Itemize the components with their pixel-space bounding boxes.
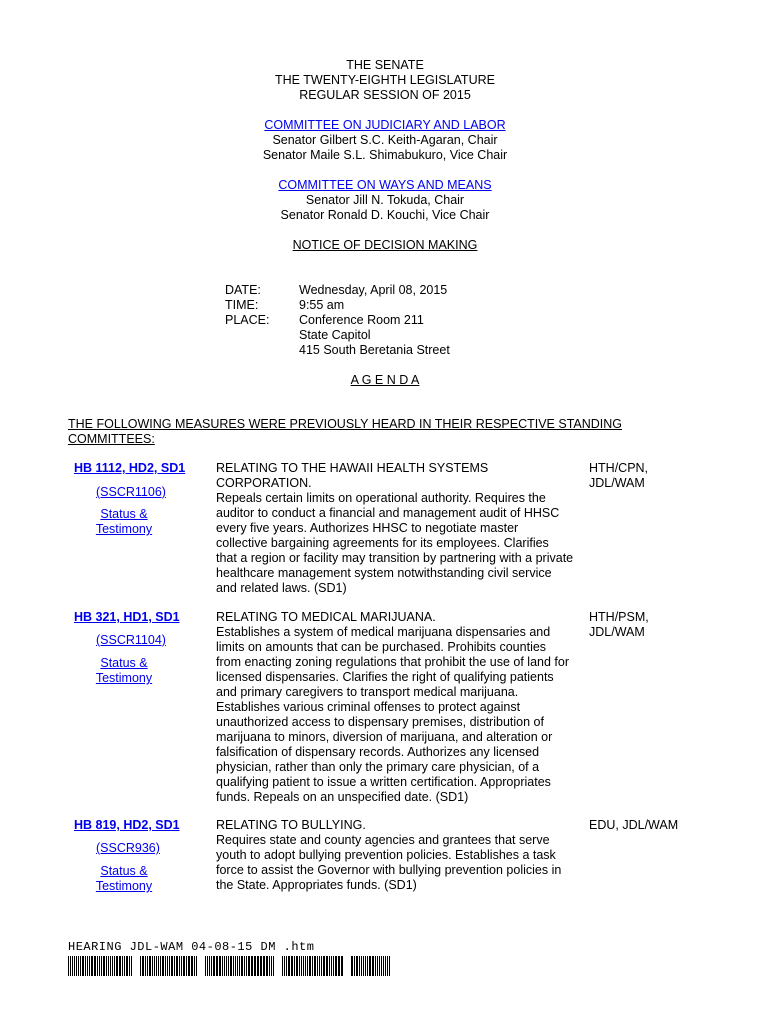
barcode-bar: [154, 956, 155, 976]
barcode-bar: [211, 956, 212, 976]
status-link-line-2[interactable]: Testimony: [95, 879, 153, 893]
barcode-bar: [241, 956, 243, 976]
barcode-bar: [219, 956, 221, 976]
barcode-bar: [383, 956, 384, 976]
barcode-bar: [149, 956, 151, 976]
description-line: RELATING TO MEDICAL MARIJUANA.: [216, 610, 436, 624]
barcode-bar: [85, 956, 86, 976]
barcode-bar: [379, 956, 380, 976]
barcode-gap: [133, 956, 139, 976]
barcode-bar: [160, 956, 161, 976]
barcode-bar: [176, 956, 178, 976]
measure-number-link[interactable]: HB 321, HD1, SD1: [74, 610, 180, 624]
barcode-bar: [142, 956, 144, 976]
barcode-bar: [359, 956, 360, 976]
barcode-bar: [97, 956, 98, 976]
measure-description: [216, 461, 576, 596]
barcode-bar: [194, 956, 195, 976]
status-testimony-link[interactable]: [74, 656, 174, 686]
description-line: physician, rather than only the primary care physician, of a: [216, 760, 540, 774]
barcode-bar: [140, 956, 141, 976]
measure-description: [216, 610, 576, 805]
barcode-bar: [367, 956, 368, 976]
description-line: and primary caregivers to transport medical marijuana.: [216, 685, 519, 699]
measure-number-link[interactable]: HB 819, HD2, SD1: [74, 818, 180, 832]
committees-line-1: EDU, JDL/WAM: [589, 818, 679, 832]
sscr-link[interactable]: (SSCR936): [96, 841, 160, 855]
description-line: marijuana to minors, diversion of marijuana, and alteration or: [216, 730, 553, 744]
description-line: healthcare management system notwithstanding civil service: [216, 566, 552, 580]
barcode-image: [68, 956, 391, 976]
barcode-bar: [244, 956, 245, 976]
barcode-bar: [188, 956, 190, 976]
agenda-title: A G E N D A: [350, 373, 420, 387]
barcode-bar: [114, 956, 115, 976]
barcode-bar: [106, 956, 107, 976]
notice-title: NOTICE OF DECISION MAKING: [292, 238, 478, 252]
committees-line-1: HTH/PSM,: [589, 610, 649, 624]
committee2-chair: Senator Jill N. Tokuda, Chair: [305, 193, 465, 207]
barcode-bar: [74, 956, 75, 976]
barcode-bar: [181, 956, 182, 976]
place-room: Conference Room 211: [299, 313, 424, 327]
barcode-bar: [312, 956, 313, 976]
barcode-bar: [110, 956, 111, 976]
description-line: Establishes a system of medical marijuana dispensaries and: [216, 625, 551, 639]
referral-committees: [589, 818, 709, 833]
status-link-line-2[interactable]: Testimony: [95, 671, 153, 685]
barcode-bar: [303, 956, 304, 976]
senate-title: THE SENATE: [346, 58, 424, 72]
barcode-bar: [158, 956, 159, 976]
barcode-bar: [213, 956, 215, 976]
measure-number-link[interactable]: HB 1112, HD2, SD1: [74, 461, 186, 475]
barcode-bar: [76, 956, 77, 976]
legislature-title: THE TWENTY-EIGHTH LEGISLATURE: [275, 73, 495, 87]
status-testimony-link[interactable]: [74, 864, 174, 894]
barcode-bar: [183, 956, 185, 976]
barcode-bar: [226, 956, 227, 976]
barcode-bar: [263, 956, 265, 976]
barcode-bar: [239, 956, 240, 976]
barcode-bar: [351, 956, 353, 976]
document-filename: HEARING JDL-WAM 04-08-15 DM .htm: [68, 940, 315, 954]
barcode-bar: [356, 956, 358, 976]
barcode-bar: [331, 956, 332, 976]
sscr-link[interactable]: (SSCR1106): [96, 485, 166, 499]
barcode-bar: [282, 956, 283, 976]
barcode-bar: [196, 956, 197, 976]
status-testimony-link[interactable]: [74, 507, 174, 537]
description-line: and related laws. (SD1): [216, 581, 347, 595]
committees-line-1: HTH/CPN,: [589, 461, 649, 475]
barcode-bar: [385, 956, 386, 976]
description-line: auditor to conduct a financial and management audit of HHSC: [216, 506, 560, 520]
barcode-bar: [124, 956, 125, 976]
barcode-bar: [375, 956, 376, 976]
description-line: collective bargaining agreements for its employees. Clarifies: [216, 536, 549, 550]
time-value: 9:55 am: [299, 298, 345, 312]
intro-line-2: COMMITTEES:: [68, 432, 155, 446]
barcode-bar: [233, 956, 234, 976]
committees-line-2: JDL/WAM: [589, 476, 645, 490]
status-link-line-1[interactable]: Status &: [100, 864, 148, 878]
committee-ways-means-link[interactable]: COMMITTEE ON WAYS AND MEANS: [278, 178, 492, 192]
place-label: PLACE:: [225, 313, 270, 327]
committee2-vice-chair: Senator Ronald D. Kouchi, Vice Chair: [280, 208, 490, 222]
barcode-bar: [230, 956, 232, 976]
committee-judiciary-labor-link[interactable]: COMMITTEE ON JUDICIARY AND LABOR: [264, 118, 506, 132]
description-line: youth to adopt bullying prevention policies. Establishes a task: [216, 848, 556, 862]
barcode-bar: [235, 956, 236, 976]
barcode-bar: [72, 956, 73, 976]
barcode-bar: [171, 956, 173, 976]
committee1-chair: Senator Gilbert S.C. Keith-Agaran, Chair: [272, 133, 498, 147]
committees-line-2: JDL/WAM: [589, 625, 645, 639]
barcode-bar: [257, 956, 259, 976]
description-line: the State. Appropriates funds. (SD1): [216, 878, 417, 892]
barcode-bar: [307, 956, 308, 976]
barcode-bar: [207, 956, 208, 976]
description-line: Requires state and county agencies and grantees that serve: [216, 833, 550, 847]
barcode-bar: [82, 956, 84, 976]
barcode-bar: [338, 956, 340, 976]
description-line: RELATING TO THE HAWAII HEALTH SYSTEMS: [216, 461, 489, 475]
description-line: licensed dispensaries. Clarifies the right of qualifying patients: [216, 670, 554, 684]
description-line: falsification of dispensary records. Authorizes any licensed: [216, 745, 540, 759]
barcode-bar: [321, 956, 322, 976]
barcode-bar: [205, 956, 206, 976]
committee1-vice-chair: Senator Maile S.L. Shimabukuro, Vice Chair: [262, 148, 508, 162]
barcode-bar: [108, 956, 109, 976]
barcode-bar: [254, 956, 256, 976]
status-link-line-1[interactable]: Status &: [100, 656, 148, 670]
barcode-bar: [116, 956, 118, 976]
barcode-bar: [169, 956, 170, 976]
barcode-bar: [246, 956, 247, 976]
barcode-bar: [341, 956, 343, 976]
barcode-bar: [301, 956, 302, 976]
measure-description: [216, 818, 576, 893]
barcode-bar: [191, 956, 193, 976]
barcode-gap: [344, 956, 350, 976]
barcode-bar: [251, 956, 253, 976]
referral-committees: [589, 610, 709, 640]
intro-line-1: THE FOLLOWING MEASURES WERE PREVIOUSLY HEARD IN THEIR RESPECTIVE STANDING: [68, 417, 623, 431]
date-label: DATE:: [225, 283, 261, 297]
barcode-bar: [319, 956, 320, 976]
description-line: RELATING TO BULLYING.: [216, 818, 366, 832]
barcode-bar: [162, 956, 164, 976]
barcode-bar: [237, 956, 238, 976]
barcode-bar: [156, 956, 157, 976]
place-building: State Capitol: [299, 328, 371, 342]
description-line: CORPORATION.: [216, 476, 312, 490]
description-line: force to assist the Governor with bullying prevention policies in: [216, 863, 562, 877]
barcode-bar: [317, 956, 318, 976]
barcode-bar: [335, 956, 337, 976]
barcode-bar: [354, 956, 355, 976]
barcode-bar: [271, 956, 272, 976]
barcode-bar: [260, 956, 262, 976]
barcode-bar: [361, 956, 362, 976]
barcode-bar: [147, 956, 148, 976]
barcode-bar: [165, 956, 166, 976]
barcode-bar: [372, 956, 374, 976]
barcode-gap: [275, 956, 281, 976]
barcode-bar: [78, 956, 79, 976]
status-link-line-2[interactable]: Testimony: [95, 522, 153, 536]
barcode-bar: [314, 956, 316, 976]
barcode-bar: [381, 956, 382, 976]
status-link-line-1[interactable]: Status &: [100, 507, 148, 521]
description-line: every five years. Authorizes HHSC to negotiate master: [216, 521, 519, 535]
barcode-bar: [333, 956, 334, 976]
description-line: unauthorized access to dispensary premises, distribution of: [216, 715, 544, 729]
date-value: Wednesday, April 08, 2015: [299, 283, 448, 297]
barcode-bar: [152, 956, 153, 976]
barcode-bar: [288, 956, 290, 976]
barcode-bar: [129, 956, 130, 976]
barcode-bar: [369, 956, 371, 976]
barcode-bar: [363, 956, 364, 976]
barcode-bar: [101, 956, 102, 976]
barcode-bar: [80, 956, 81, 976]
barcode-bar: [216, 956, 218, 976]
place-address: 415 South Beretania Street: [299, 343, 450, 357]
barcode-bar: [179, 956, 180, 976]
barcode-bar: [145, 956, 146, 976]
barcode-bar: [224, 956, 225, 976]
barcode-bar: [248, 956, 250, 976]
barcode-bar: [273, 956, 274, 976]
barcode-bar: [167, 956, 168, 976]
barcode-bar: [174, 956, 175, 976]
barcode-bar: [291, 956, 293, 976]
barcode-bar: [377, 956, 378, 976]
barcode-bar: [126, 956, 128, 976]
barcode-bar: [89, 956, 90, 976]
barcode-gap: [198, 956, 204, 976]
barcode-bar: [228, 956, 229, 976]
description-line: from enacting zoning regulations that prohibit the use of land for: [216, 655, 569, 669]
barcode-bar: [94, 956, 96, 976]
barcode-bar: [91, 956, 93, 976]
barcode-bar: [103, 956, 105, 976]
barcode-bar: [323, 956, 325, 976]
barcode-bar: [299, 956, 300, 976]
description-line: limits on amounts that can be purchased. Prohibits counties: [216, 640, 547, 654]
barcode-bar: [119, 956, 121, 976]
barcode-bar: [296, 956, 298, 976]
barcode-bar: [389, 956, 390, 976]
description-line: qualifying patient to issue a written certification. Appropriates: [216, 775, 551, 789]
barcode-bar: [266, 956, 268, 976]
barcode-bar: [87, 956, 88, 976]
barcode-bar: [286, 956, 287, 976]
description-line: funds. Repeals on an unspecified date. (SD1): [216, 790, 469, 804]
barcode-bar: [305, 956, 306, 976]
description-line: that a region or facility may transition by partnering with a private: [216, 551, 574, 565]
barcode-bar: [222, 956, 223, 976]
barcode-bar: [112, 956, 113, 976]
barcode-bar: [284, 956, 285, 976]
barcode-bar: [387, 956, 388, 976]
sscr-link[interactable]: (SSCR1104): [96, 633, 166, 647]
barcode-bar: [209, 956, 210, 976]
barcode-bar: [131, 956, 132, 976]
description-line: Establishes various criminal offenses to protect against: [216, 700, 521, 714]
barcode-bar: [68, 956, 69, 976]
barcode-bar: [326, 956, 328, 976]
barcode-bar: [365, 956, 366, 976]
barcode-bar: [309, 956, 311, 976]
barcode-bar: [70, 956, 71, 976]
description-line: Repeals certain limits on operational authority. Requires the: [216, 491, 546, 505]
barcode-bar: [329, 956, 330, 976]
time-label: TIME:: [225, 298, 259, 312]
session-title: REGULAR SESSION OF 2015: [299, 88, 471, 102]
barcode-bar: [186, 956, 187, 976]
barcode-bar: [294, 956, 295, 976]
barcode-bar: [122, 956, 123, 976]
barcode-bar: [269, 956, 270, 976]
referral-committees: [589, 461, 709, 491]
barcode-bar: [99, 956, 100, 976]
